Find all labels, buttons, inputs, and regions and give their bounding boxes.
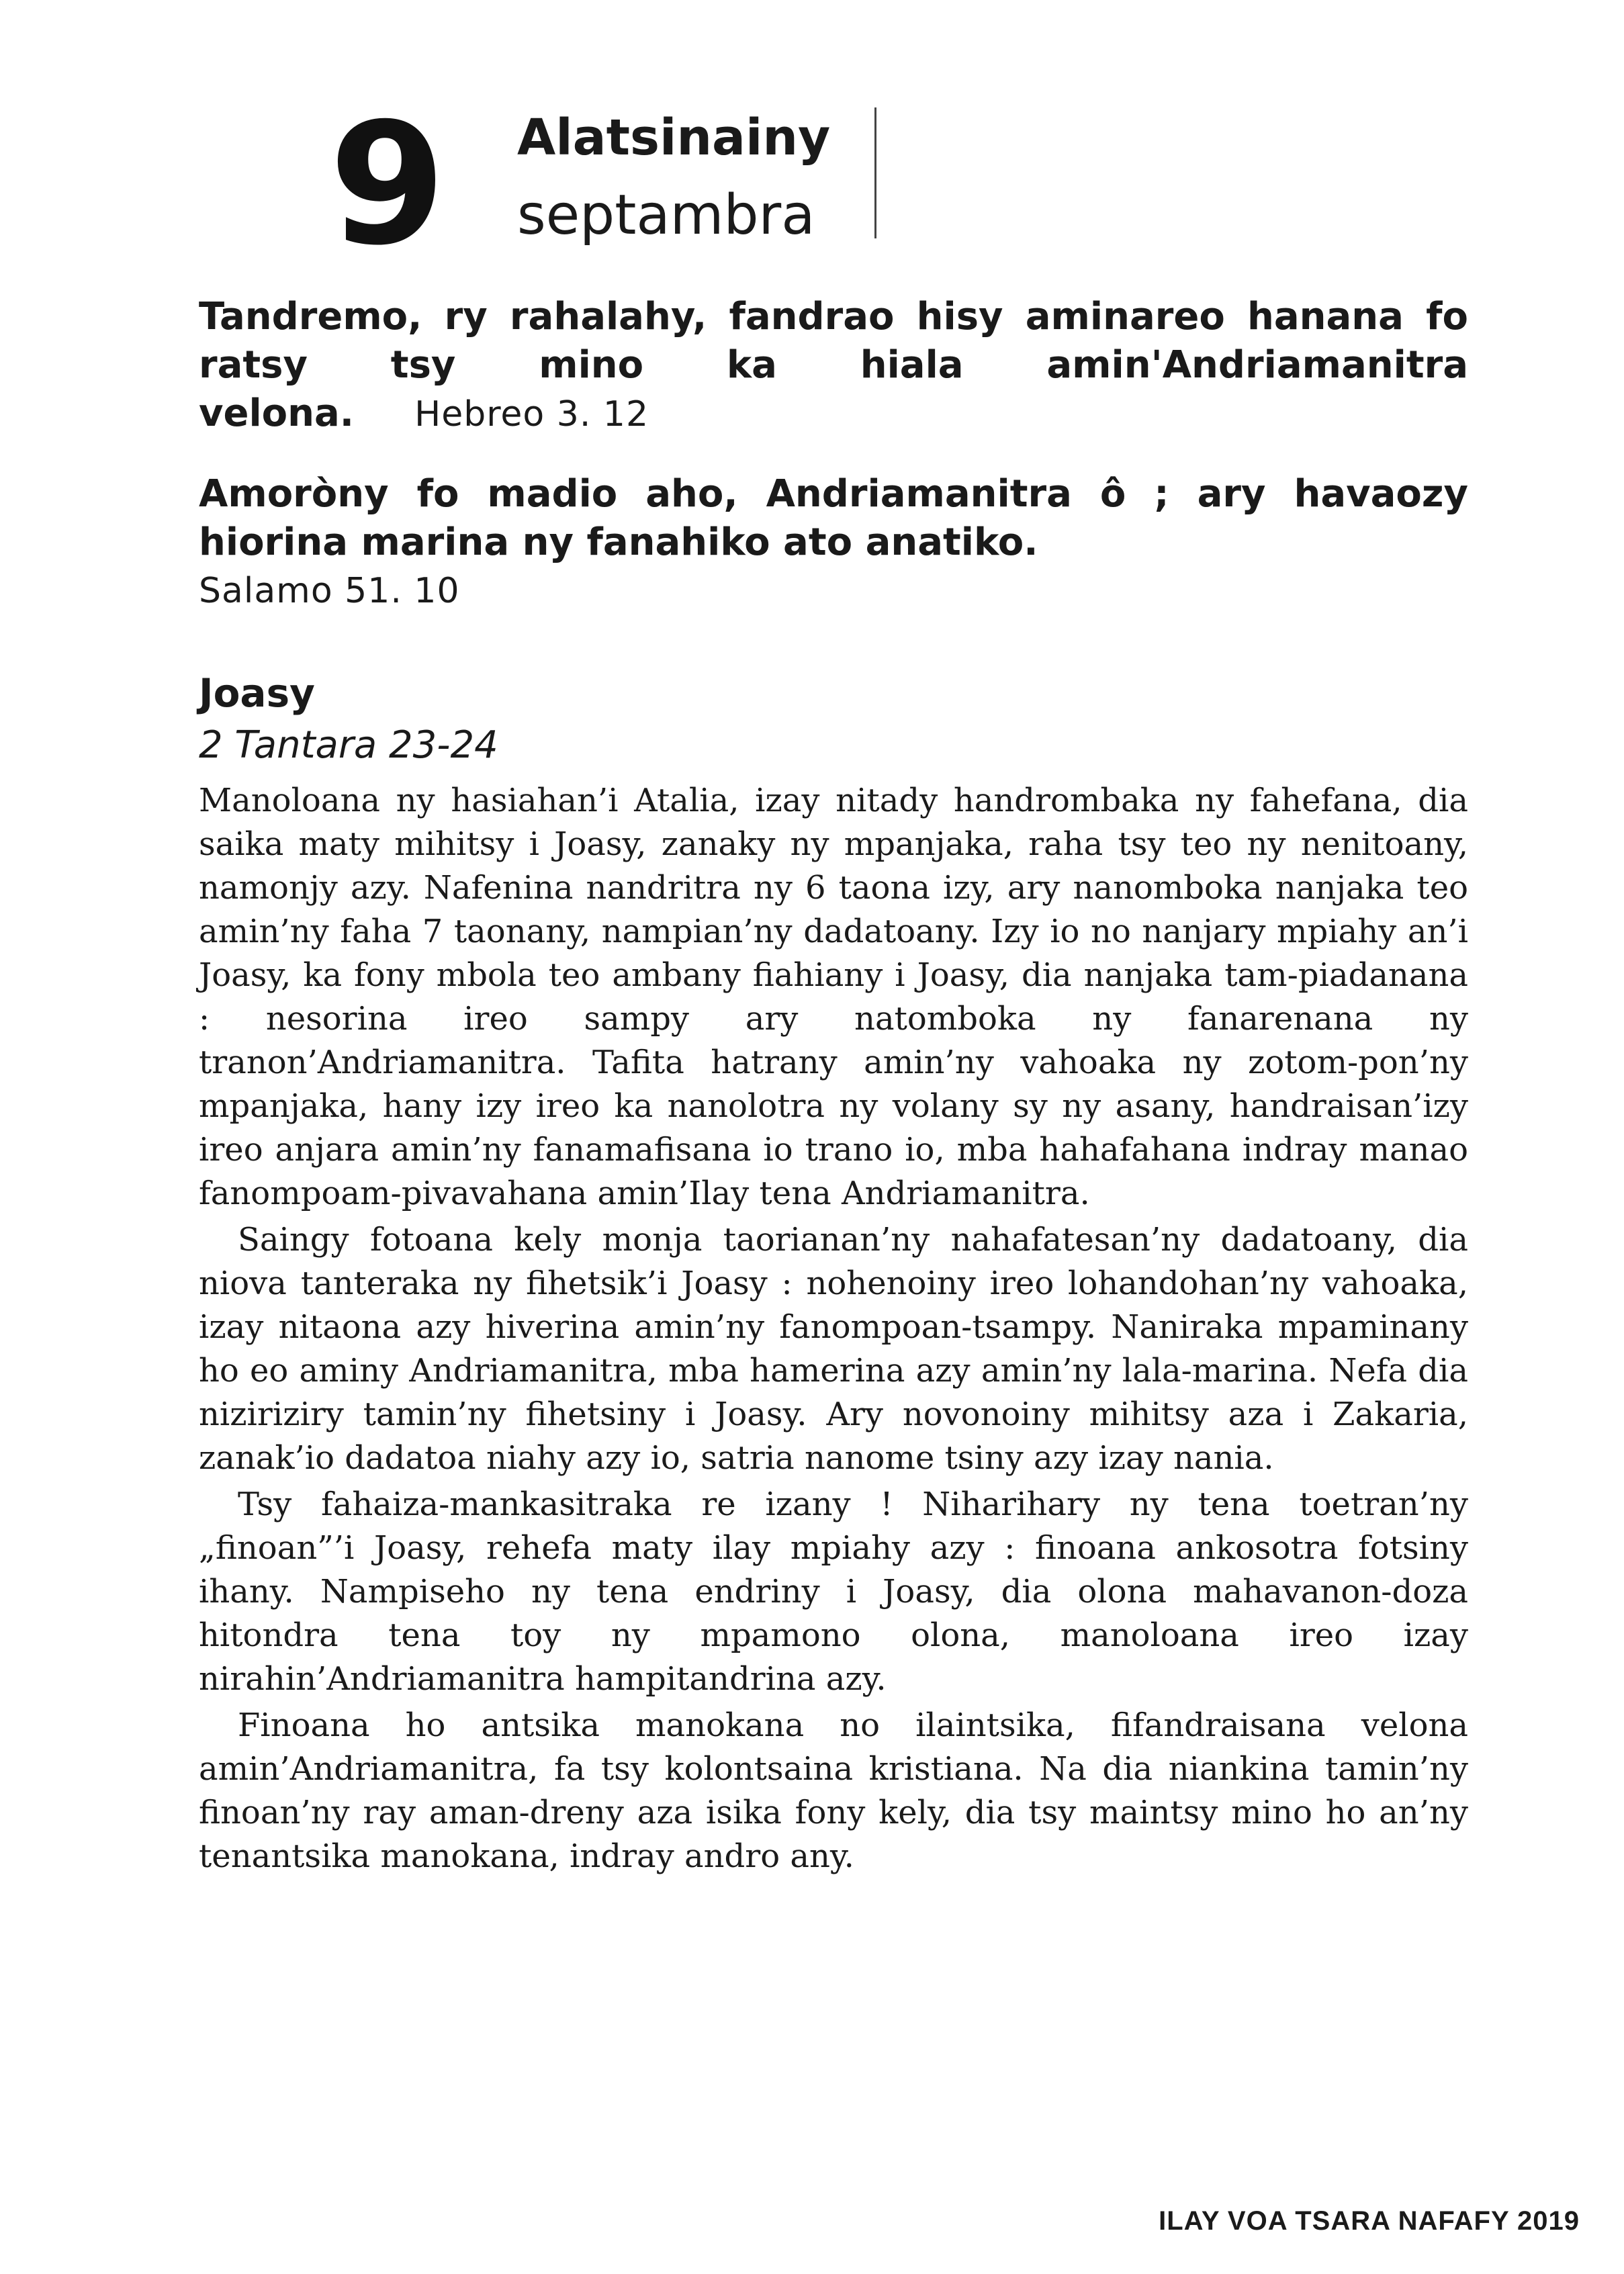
daily-verse-2 [199,470,1468,615]
publication-footer: ILAY VOA TSARA NAFAFY 2019 [1159,2206,1580,2236]
body-paragraph: Tsy fahaiza-mankasitraka re izany ! Niharihary ny tena toetran’ny „finoan”’i Joasy, rehefa maty ilay mpiahy azy : finoana ankosotra fotsiny ihany. Nampiseho ny tena endriny i Joasy, dia olona mahavanon-doza hitondra tena toy ny mpamono olona, manoloana ireo izay nirahin’Andriamanitra hampitandrina azy. [199,1486,1468,1698]
verse-reference: Salamo 51. 10 [199,571,460,611]
body-paragraph: Manoloana ny hasiahan’i Atalia, izay nitady handrombaka ny fahefana, dia saika maty mihitsy i Joasy, zanaky ny mpanjaka, raha tsy teo ny nenitoany, namonjy azy. Nafenina nandritra ny 6 taona izy, ary nanomboka nanjaka teo amin’ny faha 7 taonany, nampian’ny dadatoany. Izy io no nanjary mpiahy an’i Joasy, ka fony mbola teo ambany fiahiany i Joasy, dia nanjaka tam-piadanana : nesorina ireo sampy ary natomboka ny fanarenana ny tranon’Andriamanitra. Tafita hatrany amin’ny vahoaka ny zotom-pon’ny mpanjaka, hany izy ireo ka nanolotra ny volany sy ny asany, handraisan’izy ireo anjara amin’ny fanamafisana io trano io, mba hahafahana indray manao fanompoam-pivavahana amin’Ilay tena Andriamanitra. [199,782,1468,1212]
date-header [329,87,880,282]
day-number: 9 [329,87,442,282]
verse-text: Amorò​ny fo madio aho, Andriamanitra ô ; ary havaozy hiorina marina ny fanahiko ato anatiko. [199,472,1468,564]
reading-title: Joasy [199,670,315,716]
verse-reference: Hebreo 3. 12 [414,394,649,435]
body-paragraph: Saingy fotoana kely monja taorianan’ny nahafatesan’ny dadatoany, dia niova tanteraka ny fihetsik’i Joasy : nohenoiny ireo lohandohan’ny vahoaka, izay nitaona azy hiverina amin’ny fanompoan-tsampy. Naniraka mpaminany ho eo aminy Andriamanitra, mba hamerina azy amin’ny lala-marina. Nefa dia niziriziry tamin’ny fihetsiny i Joasy. Ary novonoiny mihitsy aza i Zakaria, zanak’io dadatoa niahy azy io, satria nanome tsiny azy izay nania. [199,1221,1468,1477]
body-paragraph: Finoana ho antsika manokana no ilaintsika, fifandraisana velona amin’Andriamanitra, fa tsy kolontsaina kristiana. Na dia niankina tamin’ny finoan’ny ray aman-dreny aza isika fony kely, dia tsy maintsy mino ho an’ny tenantsika manokana, indray andro any. [199,1707,1468,1875]
daily-verse-1 [199,293,1468,439]
verse-text: Tandremo, ry rahalahy, fandrao hisy aminareo hanana fo ratsy tsy mino ka hiala amin'Andriamanitra velona. [199,295,1468,435]
month: septambra [517,183,815,247]
devotional-body [199,779,1468,1881]
weekday: Alatsinainy [517,109,831,167]
date-divider [874,107,876,238]
reading-reference: 2 Tantara 23-24 [199,723,498,767]
